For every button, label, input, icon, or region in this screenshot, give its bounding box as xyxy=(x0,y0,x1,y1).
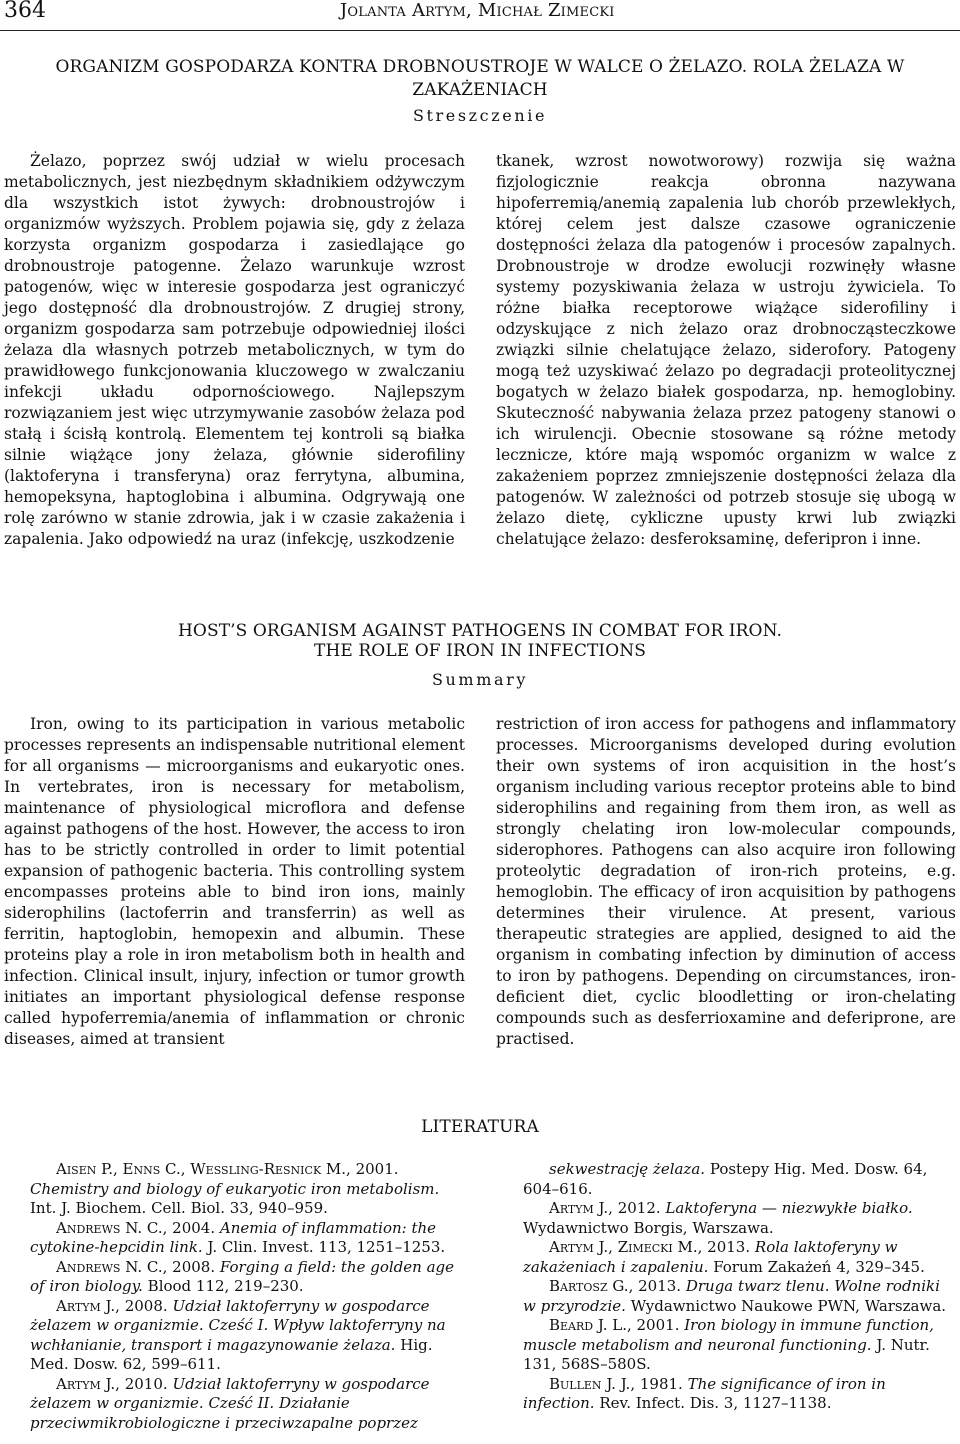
reference-source: Wydawnictwo Borgis, Warszawa. xyxy=(523,1218,774,1237)
references-right-column xyxy=(497,1160,957,1414)
en-title-line-2: THE ROLE OF IRON IN INFECTIONS xyxy=(314,641,646,661)
references-left-column xyxy=(4,1160,466,1433)
pl-title-line-2: ZAKAŻENIACH xyxy=(412,80,548,100)
running-head-authors: Jolanta Artym, Michał Zimecki xyxy=(340,0,615,21)
reference-authors: Andrews N. C., 2008. xyxy=(56,1257,216,1276)
en-summary-left-column xyxy=(4,714,465,1050)
reference-authors: Aisen P., Enns C., Wessling-Resnick M., 2001. xyxy=(56,1160,399,1178)
reference-source: Postepy Hig. Med. Dosw. 64, 604–616. xyxy=(523,1160,928,1198)
reference-source: Forum Zakażeń 4, 329–345. xyxy=(713,1257,925,1276)
pl-abstract-text-right: tkanek, wzrost nowotworowy) rozwija się ważna fizjologicznie reakcja obronna nazywana hipoferremią/anemią zapalenia lub chorób przewlekłych, której celem jest dalsze czasowe ograniczenie dostępności żelaza dla patogenów i procesów zapalnych. Drobnoustroje w drodze ewolucji rozwinęły własne systemy pozyskiwania żelaza w ustroju żywiciela. To różne białka receptorowe wiążące siderofiliny i odzyskujące z nich żelazo oraz drobnocząsteczkowe związki silnie chelatujące żelazo, siderofory. Patogeny mogą też uzyskiwać żelazo po degradacji proteolitycznej bogatych w żelazo białek gospodarza, np. hemoglobiny. Skuteczność nabywania żelaza przez patogeny stanowi o ich wirulencji. Obecnie stosowane są różne metody lecznicze, które mają wspomóc organizm w walce z zakażeniem poprzez zmniejszenie dostępności żelaza dla patogenów. W zależności od potrzeb stosuje się ubogą w żelazo dietę, cykliczne upusty krwi lub związki chelatujące żelazo: desferoksaminę, deferipron i inne. xyxy=(496,152,956,548)
reference-authors: Bartosz G., 2013. xyxy=(549,1277,682,1295)
reference-source: J. Nutr. 131, 568S–580S. xyxy=(523,1335,930,1373)
en-summary-text-left: Iron, owing to its participation in various metabolic processes represents an indispensable nutritional element for all organisms — microorganisms and eukaryotic ones. In vertebrates, iron is necessary for metabolism, maintenance of physiological microflora and defense against pathogens of the host. However, the access to iron has to be strictly controlled in order to limit potential expansion of pathogenic bacteria. This controlling system encompasses proteins able to bind iron ions, mainly siderophilins (lactoferrin and transferrin) as well as ferritin, haptoglobin, hemopexin and albumin. These proteins play a role in iron metabolism both in health and infection. Clinical insult, injury, infection or tumor growth initiates an important physiological defense response called hypoferremia/anemia of inflammation or chronic diseases, aimed at transient xyxy=(4,715,465,1048)
reference-entry xyxy=(497,1375,957,1414)
reference-title: The significance of iron in infection. xyxy=(523,1374,886,1412)
header-rule xyxy=(0,30,960,31)
reference-entry xyxy=(4,1375,466,1434)
reference-title: Udział laktoferryny w gospodarce żelazem w organizmie. Cześć I. Wpływ laktoferryny na wchłanianie, transport i magazynowanie żelaza. xyxy=(30,1296,446,1354)
reference-title: Laktoferyna — niezwykłe białko. xyxy=(665,1199,913,1217)
reference-authors: Andrews N. C., 2004. xyxy=(56,1218,216,1237)
reference-title: Chemistry and biology of eukaryotic iron metabolism. xyxy=(30,1179,440,1198)
reference-source: Int. J. Biochem. Cell. Biol. 33, 940–959. xyxy=(30,1199,328,1217)
pl-abstract-text-left: Żelazo, poprzez swój udział w wielu procesach metabolicznych, jest niezbędnym składnikiem odżywczym dla wszystkich istot żywych: drobnoustrojów i organizmów wyższych. Problem pojawia się, gdy z żelaza korzysta organizm gospodarza i zasiedlające go drobnoustroje patogenne. Żelazo warunkuje wzrost patogenów, więc w interesie gospodarza jest ograniczyć jego dostępność dla drobnoustrojów. Z drugiej strony, organizm gospodarza sam potrzebuje odpowiedniej ilości żelaza dla własnych potrzeb metabolicznych, w tym do prawidłowego funkcjonowania kluczowego w zwalczaniu infekcji układu odpornościowego. Najlepszym rozwiązaniem jest więc utrzymywanie zasobów żelaza pod stałą i ścisłą kontrolą. Elementem tej kontroli są białka silnie wiążące jony żelaza, głównie siderofiliny (laktoferyna i transferyna) oraz ferrytyna, albumina, hemopeksyna, haptoglobina i albumina. Odgrywają one rolę zarówno w stanie zdrowia, jak i w czasie zakażenia i zapalenia. Jako odpowiedź na uraz (infekcję, uszkodzenie xyxy=(4,152,465,548)
reference-entry xyxy=(4,1258,466,1297)
reference-authors: Beard J. L., 2001. xyxy=(549,1316,680,1334)
en-title-line-1: HOST’S ORGANISM AGAINST PATHOGENS IN COMBAT FOR IRON. xyxy=(177,621,782,641)
reference-authors: Artym J., Zimecki M., 2013. xyxy=(549,1238,751,1256)
reference-source: Hig. Med. Dosw. 62, 599–611. xyxy=(30,1335,433,1373)
reference-entry xyxy=(4,1297,466,1375)
reference-entry xyxy=(4,1219,466,1258)
reference-authors: Artym J., 2012. xyxy=(549,1199,661,1217)
en-summary-right-column xyxy=(496,714,956,1050)
pl-abstract-heading: Streszczenie xyxy=(412,106,548,125)
pl-abstract-left-column xyxy=(4,151,465,550)
literature-heading: LITERATURA xyxy=(421,1117,539,1137)
reference-source: Blood 112, 219–230. xyxy=(147,1277,304,1295)
reference-title: sekwestrację żelaza. xyxy=(549,1160,706,1178)
pl-title-line-1: ORGANIZM GOSPODARZA KONTRA DROBNOUSTROJE W WALCE O ŻELAZO. ROLA ŻELAZA W xyxy=(55,57,905,77)
en-summary-heading: Summary xyxy=(431,670,529,689)
pl-abstract-right-column xyxy=(496,151,956,550)
reference-title: Forging a field: the golden age of iron biology. xyxy=(30,1257,455,1295)
en-summary-text-right: restriction of iron access for pathogens and inflammatory processes. Microorganisms developed during evolution their own systems of iron acquisition in the host’s organism including various receptor proteins able to bind siderophilins and regaining from them iron, as well as strongly chelating iron low-molecular compounds, siderophores. Pathogens can also acquire iron following proteolytic degradation of iron-rich proteins, e.g. hemoglobin. The efficacy of iron acquisition by pathogens determines their virulence. At present, various therapeutic strategies are applied, designed to aid the organism in combating infection by diminution of access to iron by pathogens. Depending on circumstances, iron-deficient diet, cyclic bloodletting or iron-chelating compounds such as desferrioxamine and deferiprone, are practised. xyxy=(496,715,956,1048)
reference-authors: Artym J., 2010. xyxy=(56,1374,168,1393)
reference-entry xyxy=(497,1160,957,1199)
reference-entry xyxy=(497,1277,957,1316)
running-header xyxy=(0,0,960,30)
reference-title: Udział laktoferryny w gospodarce żelazem w organizmie. Cześć II. Działanie przeciwmikrobiologiczne i przeciwzapalne poprzez xyxy=(30,1374,430,1432)
reference-title: Druga twarz tlenu. Wolne rodniki w przyrodzie. xyxy=(523,1277,940,1315)
reference-title: Anemia of inflammation: the cytokine-hepcidin link. xyxy=(30,1218,437,1256)
reference-authors: Bullen J. J., 1981. xyxy=(549,1374,683,1393)
reference-source: J. Clin. Invest. 113, 1251–1253. xyxy=(207,1238,446,1256)
reference-entry xyxy=(497,1316,957,1375)
page-number: 364 xyxy=(4,0,46,23)
reference-authors: Artym J., 2008. xyxy=(56,1296,168,1315)
reference-title: Iron biology in immune function, muscle metabolism and neuronal functioning. xyxy=(523,1316,934,1354)
reference-entry xyxy=(4,1160,466,1219)
reference-entry xyxy=(497,1238,957,1277)
reference-entry xyxy=(497,1199,957,1238)
reference-title: Rola laktoferyny w zakażeniach i zapaleniu. xyxy=(523,1238,898,1276)
reference-source: Wydawnictwo Naukowe PWN, Warszawa. xyxy=(630,1296,947,1315)
reference-source: Rev. Infect. Dis. 3, 1127–1138. xyxy=(599,1394,832,1412)
